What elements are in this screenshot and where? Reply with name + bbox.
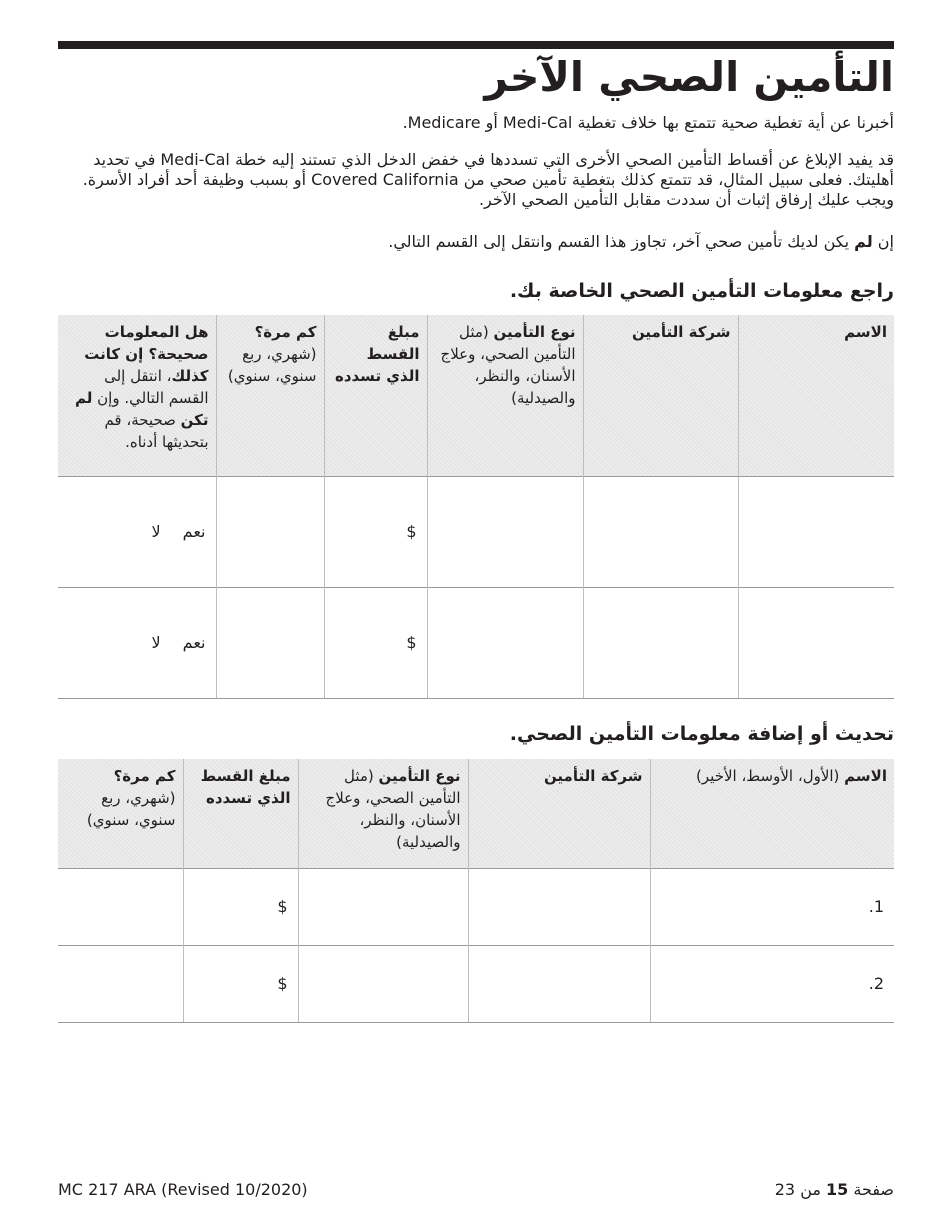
- premium-cell[interactable]: $: [324, 476, 427, 587]
- col-type-header: نوع التأمين (مثل التأمين الصحي، وعلاج الأسنان، والنظر، والصيدلية): [298, 759, 468, 868]
- type-cell[interactable]: [298, 945, 468, 1022]
- col-premium-header: مبلغ القسط الذي تسدده: [324, 315, 427, 476]
- intro-paragraph-3: إن لم يكن لديك تأمين صحي آخر، تجاوز هذا القسم وانتقل إلى القسم التالي.: [388, 232, 894, 251]
- correct-cell: [58, 476, 216, 587]
- col-name-header: الاسم: [738, 315, 894, 476]
- frequency-cell[interactable]: [58, 868, 183, 945]
- update-header-row: [58, 759, 894, 868]
- table-row: [58, 476, 894, 587]
- name-cell[interactable]: [738, 587, 894, 698]
- frequency-cell[interactable]: [58, 945, 183, 1022]
- no-option[interactable]: لا: [151, 633, 161, 652]
- name-cell[interactable]: 1.: [650, 868, 894, 945]
- company-cell[interactable]: [583, 476, 738, 587]
- type-cell[interactable]: [427, 587, 583, 698]
- name-cell[interactable]: [738, 476, 894, 587]
- form-id: MC 217 ARA (Revised 10/2020): [58, 1180, 308, 1199]
- company-cell[interactable]: [583, 587, 738, 698]
- premium-cell[interactable]: $: [183, 945, 298, 1022]
- col-frequency-header: كم مرة؟ (شهري، ربع سنوي، سنوي): [216, 315, 324, 476]
- premium-cell[interactable]: $: [324, 587, 427, 698]
- col-company-header: شركة التأمين: [583, 315, 738, 476]
- type-cell[interactable]: [298, 868, 468, 945]
- table-row: [58, 945, 894, 1022]
- frequency-cell[interactable]: [216, 476, 324, 587]
- type-cell[interactable]: [427, 476, 583, 587]
- update-section-heading: تحديث أو إضافة معلومات التأمين الصحي.: [509, 723, 894, 745]
- review-insurance-table: [58, 315, 894, 699]
- col-company-header: شركة التأمين: [468, 759, 650, 868]
- col-correct-header: هل المعلومات صحيحة؟ إن كانت كذلك، انتقل إلى القسم التالي. وإن لم تكن صحيحة، قم بتحديثها أدناه.: [58, 315, 216, 476]
- page-number: صفحة 15 من 23: [774, 1180, 894, 1199]
- review-header-row: [58, 315, 894, 476]
- company-cell[interactable]: [468, 945, 650, 1022]
- col-name-header: الاسم (الأول، الأوسط، الأخير): [650, 759, 894, 868]
- frequency-cell[interactable]: [216, 587, 324, 698]
- col-premium-header: مبلغ القسط الذي تسدده: [183, 759, 298, 868]
- col-type-header: نوع التأمين (مثل التأمين الصحي، وعلاج الأسنان، والنظر، والصيدلية): [427, 315, 583, 476]
- yes-option[interactable]: نعم: [182, 522, 206, 541]
- emphasis-no: لم: [854, 232, 873, 251]
- no-option[interactable]: لا: [151, 522, 161, 541]
- col-frequency-header: كم مرة؟ (شهري، ربع سنوي، سنوي): [58, 759, 183, 868]
- intro-paragraph-2: قد يفيد الإبلاغ عن أقساط التأمين الصحي الأخرى التي تسددها في خفض الدخل الذي تستند إليه خطة Medi-Cal في تحديد أهليتك. فعلى سبيل المثال، قد تتمتع كذلك بتغطية تأمين صحي من Covered California أو بسبب وظيفة أحد أفراد الأسرة. ويجب عليك إرفاق إثبات أن سددت مقابل التأمين الصحي الآخر.: [82, 150, 894, 209]
- intro-paragraph-1: أخبرنا عن أية تغطية صحية تتمتع بها خلاف تغطية Medi-Cal أو Medicare.: [402, 113, 894, 132]
- company-cell[interactable]: [468, 868, 650, 945]
- name-cell[interactable]: 2.: [650, 945, 894, 1022]
- review-section-heading: راجع معلومات التأمين الصحي الخاصة بك.: [509, 280, 894, 302]
- table-row: [58, 868, 894, 945]
- update-insurance-table: [58, 759, 894, 1023]
- yes-option[interactable]: نعم: [182, 633, 206, 652]
- premium-cell[interactable]: $: [183, 868, 298, 945]
- table-row: [58, 587, 894, 698]
- page-title: التأمين الصحي الآخر: [484, 53, 894, 101]
- correct-cell: [58, 587, 216, 698]
